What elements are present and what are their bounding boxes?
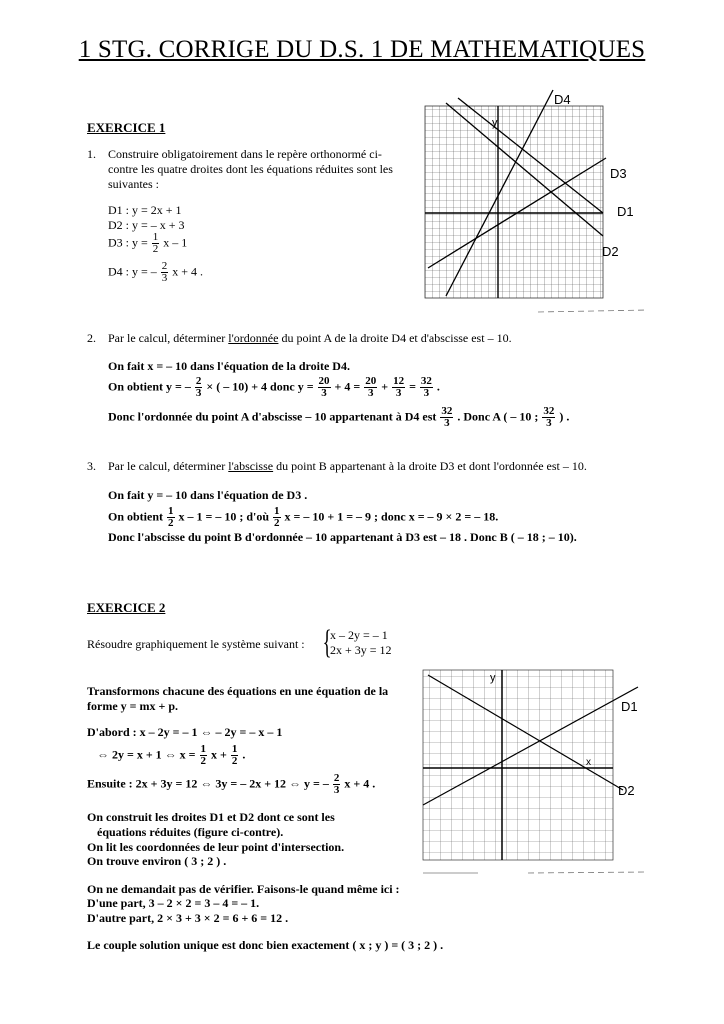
eq-d1: D1 : y = 2x + 1 bbox=[108, 203, 182, 217]
x-axis-label: x bbox=[586, 757, 591, 768]
label-d2: D2 bbox=[618, 783, 635, 798]
numerator: 20 bbox=[318, 375, 330, 387]
numerator: 1 bbox=[168, 505, 174, 517]
fraction bbox=[542, 406, 555, 429]
q2-line1: On fait x = – 10 dans l'équation de la droite D4. bbox=[108, 359, 350, 373]
numerator: 32 bbox=[543, 405, 555, 417]
q2-line2: On obtient y = – $\frac{2}{3}$ × ( – 10) + 4 donc y = $\frac{20}{3}$ + 4 = $\frac{20}{3}$ + $\frac{12}{3}$ = $\frac{32}{3}$ . bbox=[108, 375, 440, 399]
numerator: 1 bbox=[231, 743, 238, 755]
denominator: 2 bbox=[274, 517, 280, 529]
fraction bbox=[167, 506, 175, 529]
denominator: 3 bbox=[161, 272, 168, 284]
exercise1-heading: EXERCICE 1 bbox=[87, 120, 166, 135]
text: Ensuite : 2x + 3y = 12 ⇔ 3y = – 2x + 12 ⇔ y = – bbox=[87, 776, 329, 791]
construct-line2: équations réduites (figure ci-contre). bbox=[97, 825, 284, 839]
fraction bbox=[152, 232, 160, 255]
page-title: 1 STG. CORRIGE DU D.S. 1 DE MATHEMATIQUES bbox=[78, 36, 646, 63]
denominator: 3 bbox=[367, 387, 374, 399]
denominator: 3 bbox=[333, 784, 340, 796]
fraction bbox=[392, 376, 405, 399]
text: ⇔ 2y = x + 1 ⇔ x = bbox=[97, 747, 196, 762]
fraction bbox=[231, 744, 239, 767]
system-brace: { bbox=[322, 624, 332, 661]
text: + 4 = bbox=[334, 379, 361, 394]
q2-underlined: l'ordonnée bbox=[228, 331, 279, 345]
text: x + bbox=[211, 747, 227, 762]
eq-d2: D2 : y = – x + 3 bbox=[108, 218, 185, 232]
denominator: 3 bbox=[395, 387, 402, 399]
algebra-line3 bbox=[87, 773, 375, 796]
denominator: 3 bbox=[321, 387, 327, 399]
numerator: 1 bbox=[274, 505, 280, 517]
denominator: 2 bbox=[152, 243, 159, 255]
system-eq1: x – 2y = – 1 bbox=[330, 628, 388, 642]
eq-text: x + 4 . bbox=[172, 264, 204, 279]
numerator: 1 bbox=[200, 743, 207, 755]
eq-text: D4 : y = – bbox=[108, 264, 157, 279]
ex2-prompt: Résoudre graphiquement le système suivant : bbox=[87, 637, 305, 651]
grid-area bbox=[423, 670, 613, 860]
label-d1: D1 bbox=[621, 699, 638, 714]
q2-text-part: du point A de la droite D4 et d'abscisse est – 10. bbox=[281, 331, 512, 345]
graph-four-lines bbox=[418, 88, 658, 320]
numerator: 1 bbox=[152, 231, 159, 243]
eq-text: D3 : y = bbox=[108, 235, 148, 250]
numerator: 12 bbox=[393, 375, 405, 387]
q1-text bbox=[108, 147, 408, 192]
divider bbox=[538, 310, 648, 312]
y-axis-label: y bbox=[490, 672, 496, 684]
q3-line3: Donc l'abscisse du point B d'ordonnée – 10 appartenant à D3 est – 18 . Donc B ( – 18 ; – 10). bbox=[108, 530, 577, 544]
denominator: 3 bbox=[423, 387, 430, 399]
q3-line1: On fait y = – 10 dans l'équation de D3 . bbox=[108, 488, 308, 502]
denominator: 2 bbox=[231, 755, 238, 767]
transform-line1: Transformons chacune des équations en une équation de la bbox=[87, 684, 389, 698]
q1-line: Construire obligatoirement dans le repère orthonormé ci- bbox=[108, 147, 382, 161]
verify-line3: D'autre part, 2 × 3 + 3 × 2 = 6 + 6 = 12 . bbox=[87, 911, 289, 925]
numerator: 2 bbox=[195, 375, 202, 387]
verify-line1: On ne demandait pas de vérifier. Faisons-le quand même ici : bbox=[87, 882, 400, 896]
fraction bbox=[333, 773, 341, 796]
construct-line3: On lit les coordonnées de leur point d'intersection. bbox=[87, 840, 345, 854]
text: On obtient bbox=[108, 509, 164, 524]
denominator: 3 bbox=[546, 417, 552, 429]
conclusion: Le couple solution unique est donc bien exactement ( x ; y ) = ( 3 ; 2 ) . bbox=[87, 938, 444, 952]
fraction bbox=[195, 376, 203, 399]
eq-d3 bbox=[108, 232, 187, 255]
fraction bbox=[200, 744, 208, 767]
q1-number: 1. bbox=[87, 147, 96, 161]
fraction bbox=[440, 406, 453, 429]
fraction bbox=[318, 376, 331, 399]
q2-text bbox=[108, 331, 512, 346]
q3-number: 3. bbox=[87, 459, 96, 473]
text: × ( – 10) + 4 donc y = bbox=[206, 379, 314, 394]
divider bbox=[528, 872, 648, 873]
algebra-line2 bbox=[97, 744, 245, 767]
eq-text: x – 1 bbox=[163, 235, 188, 250]
transform-line2: forme y = mx + p. bbox=[87, 699, 178, 713]
construct-line1: On construit les droites D1 et D2 dont ce sont les bbox=[87, 810, 335, 824]
q2-text-part: Par le calcul, déterminer bbox=[108, 331, 226, 345]
q3-text bbox=[108, 459, 587, 474]
q3-text-part: Par le calcul, déterminer bbox=[108, 459, 226, 473]
denominator: 3 bbox=[444, 417, 450, 429]
denominator: 3 bbox=[195, 387, 202, 399]
algebra-line1: D'abord : x – 2y = – 1 ⇔ – 2y = – x – 1 bbox=[87, 725, 283, 739]
q2-line3 bbox=[108, 406, 569, 429]
text: . Donc A ( – 10 ; bbox=[457, 409, 539, 424]
fraction bbox=[273, 506, 281, 529]
text: . bbox=[242, 747, 246, 762]
fraction bbox=[364, 376, 377, 399]
graph-two-lines bbox=[418, 665, 658, 880]
text: x = – 10 + 1 = – 9 ; donc x = – 9 × 2 = – 18. bbox=[284, 509, 499, 524]
denominator: 2 bbox=[200, 755, 207, 767]
numerator: 2 bbox=[161, 260, 168, 272]
grid-area bbox=[425, 106, 603, 298]
system-eq2: 2x + 3y = 12 bbox=[330, 643, 392, 657]
eq-d4 bbox=[108, 261, 203, 284]
construct-line4: On trouve environ ( 3 ; 2 ) . bbox=[87, 854, 227, 868]
q1-line: suivantes : bbox=[108, 177, 159, 191]
y-axis-label: y bbox=[492, 117, 498, 129]
label-d4: D4 bbox=[554, 92, 571, 107]
denominator: 2 bbox=[168, 517, 174, 529]
numerator: 2 bbox=[333, 772, 340, 784]
text: ) . bbox=[559, 409, 570, 424]
fraction bbox=[161, 261, 169, 284]
text: x – 1 = – 10 ; d'où bbox=[178, 509, 270, 524]
text: On obtient y = – bbox=[108, 379, 191, 394]
text: Donc l'ordonnée du point A d'abscisse – 10 appartenant à D4 est bbox=[108, 409, 437, 424]
numerator: 32 bbox=[441, 405, 453, 417]
verify-line2: D'une part, 3 – 2 × 2 = 3 – 4 = – 1. bbox=[87, 896, 260, 910]
q1-line: contre les quatre droites dont les équations réduites sont les bbox=[108, 162, 393, 176]
label-d3: D3 bbox=[610, 166, 627, 181]
label-d2: D2 bbox=[602, 244, 619, 259]
numerator: 20 bbox=[365, 375, 377, 387]
q3-line2 bbox=[108, 506, 498, 529]
q3-text-part: du point B appartenant à la droite D3 et dont l'ordonnée est – 10. bbox=[276, 459, 587, 473]
text: x + 4 . bbox=[344, 776, 376, 791]
q2-number: 2. bbox=[87, 331, 96, 345]
exercise2-heading: EXERCICE 2 bbox=[87, 600, 166, 615]
numerator: 32 bbox=[420, 375, 432, 387]
fraction bbox=[420, 376, 433, 399]
label-d1: D1 bbox=[617, 204, 634, 219]
q3-underlined: l'abscisse bbox=[228, 459, 274, 473]
